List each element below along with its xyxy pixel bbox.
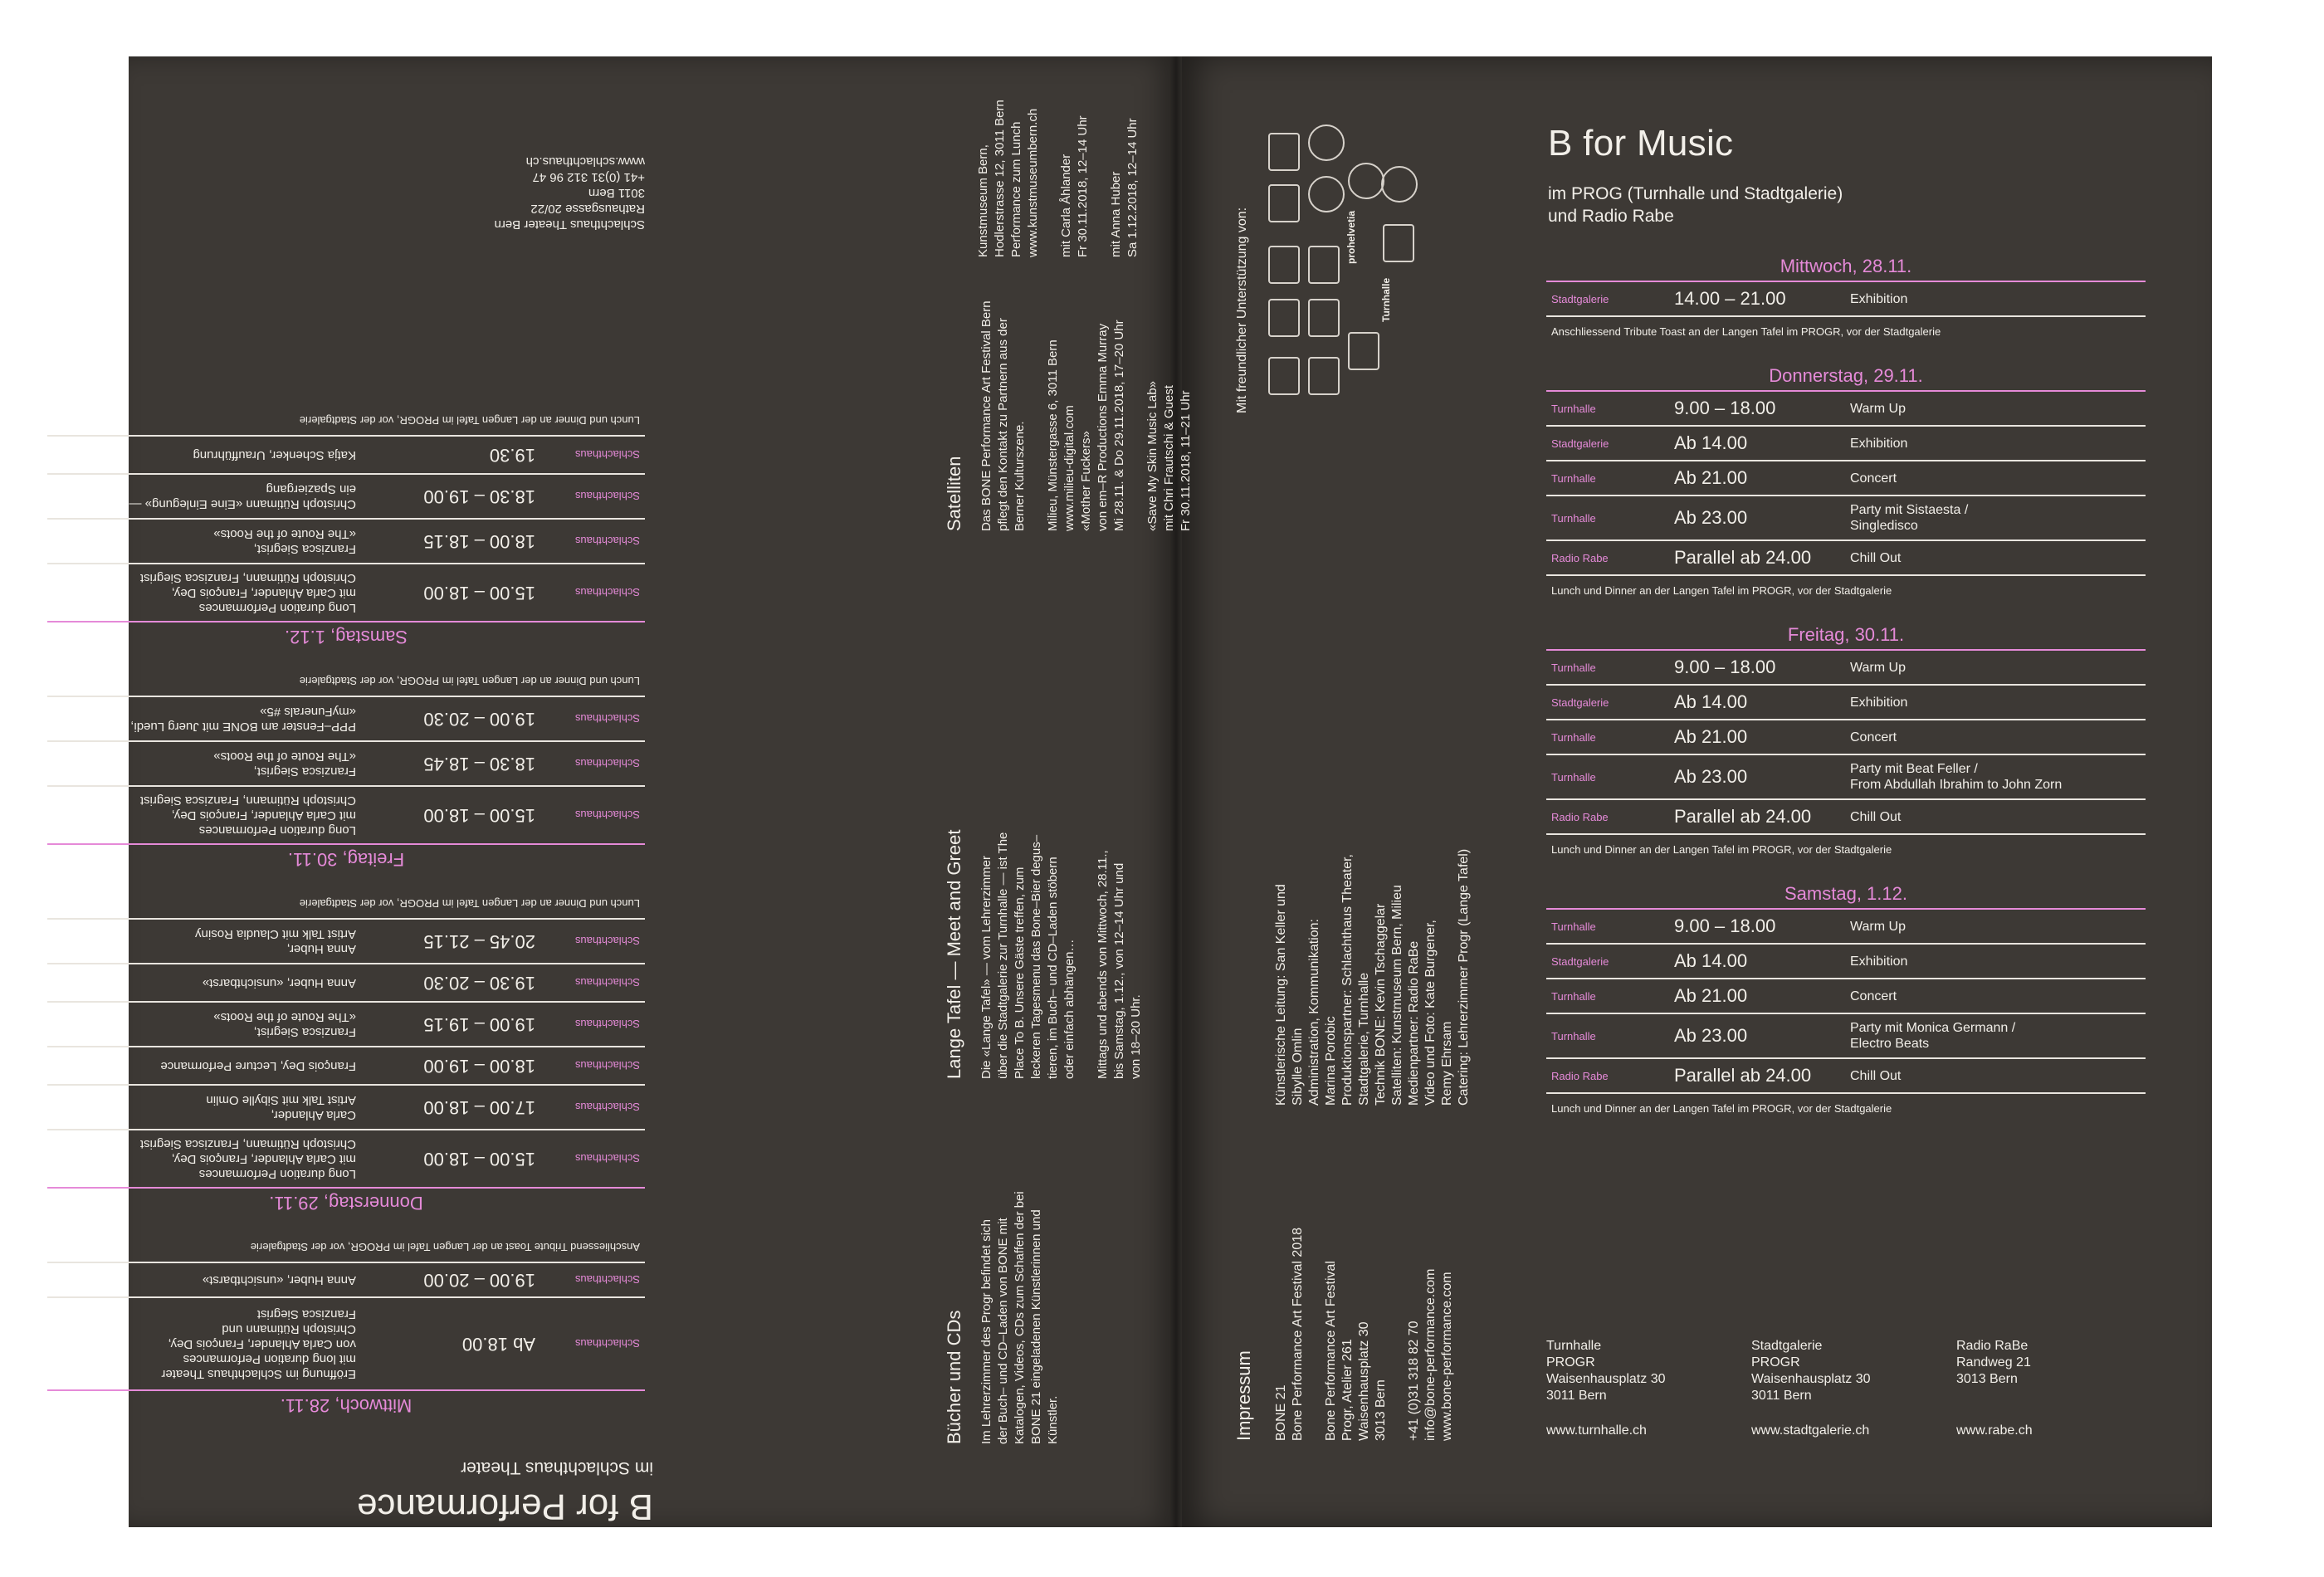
event-label: Anna Huber, «unsichtbarst» [202, 976, 356, 990]
table-row [47, 696, 645, 740]
day-note: Anschliessend Tribute Toast an der Langen Tafel im PROGR, vor der Stadtgalerie [250, 1241, 640, 1253]
time-label: 9.00 – 18.00 [1674, 915, 1776, 936]
table-row [47, 473, 645, 518]
venue-label: Stadtgalerie [1551, 437, 1609, 450]
venue-label: Turnhalle [1551, 730, 1596, 744]
time-label: Ab 14.00 [1674, 950, 1748, 971]
event-label: Anna Huber, «unsichtbarst» [202, 1273, 356, 1287]
time-label: 18.30 – 19.00 [423, 486, 535, 507]
venue-label: Schlachthaus [574, 757, 640, 770]
event-label: Christoph Rütimann «Eine Einlegung» — ein Spaziergang [129, 482, 356, 511]
venue-label: Schlachthaus [574, 1337, 640, 1350]
sponsor-logo [1308, 357, 1340, 395]
venue-label: Schlachthaus [574, 1101, 640, 1114]
day-note: Lunch und Dinner an der Langen Tafel im PROGR, vor der Stadtgalerie [299, 414, 640, 427]
event-label: PPP–Fenster am BONE mit Juerg Luedi, «myFunerals #5» [130, 705, 356, 734]
sponsor-logo [1308, 124, 1345, 161]
day-heading: Mittwoch, 28.11. [1546, 252, 2146, 282]
time-label: 19.30 – 20.30 [423, 973, 535, 994]
venue-label: Turnhalle [1551, 1029, 1596, 1042]
sponsor-logo [1268, 184, 1300, 222]
day-note: Lunch und Dinner an der Langen Tafel im PROGR, vor der Stadtgalerie [1551, 1102, 1892, 1115]
venue-label: Schlachthaus [574, 535, 640, 548]
theater-url[interactable]: www.schlachthaus.ch [525, 154, 645, 168]
impressum-text: BONE 21 Bone Performance Art Festival 2018 Bone Performance Art Festival Progr, Atelier 261 Waisenhausplatz 30 3013 Bern +41 (0)31 318 82 70 info@bone-performance.com www.bone-performance.com [1274, 1227, 1454, 1441]
venue-label: Schlachthaus [574, 586, 640, 599]
time-label: Ab 23.00 [1674, 766, 1748, 787]
sponsor-logo [1308, 246, 1340, 284]
table-row [47, 1084, 645, 1129]
table-row [1546, 1014, 2146, 1059]
table-row [1546, 427, 2146, 461]
venue-label: Turnhalle [1551, 989, 1596, 1003]
venue-label: Schlachthaus [574, 976, 640, 989]
table-row [47, 740, 645, 785]
prohelvetia-logo: prohelvetia [1345, 210, 1357, 264]
impressum-heading: Impressum [1233, 1350, 1254, 1441]
venue-label: Stadtgalerie [1551, 954, 1609, 968]
venue-label: Turnhalle [1551, 402, 1596, 415]
page-title: B for Music [1548, 123, 1734, 164]
venue-label: Schlachthaus [574, 448, 640, 461]
event-label: Long duration Performances mit Carla Ahlander, François Dey, Christoph Rütimann, Franzisca Siegrist [139, 793, 356, 837]
venue-url[interactable]: www.rabe.ch [1956, 1423, 2033, 1438]
time-label: 18.00 – 18.15 [423, 531, 535, 552]
event-label: Long duration Performances mit Carla Ahlander, François Dey, Christoph Rütimann, Franzisca Siegrist [139, 571, 356, 615]
performance-subtitle: im Schlachthaus Theater [461, 1458, 653, 1477]
venue-label: Stadtgalerie [1551, 292, 1609, 305]
table-row [47, 435, 645, 473]
time-label: 15.00 – 18.00 [423, 583, 535, 603]
turnhalle-logo: Turnhalle [1380, 277, 1392, 322]
table-row [47, 1296, 645, 1389]
time-label: 15.00 – 18.00 [423, 1149, 535, 1169]
event-label: Exhibition [1850, 291, 1908, 306]
table-row [47, 1046, 645, 1084]
event-label: Concert [1850, 989, 1897, 1003]
event-label: Party mit Beat Feller / From Abdullah Ibrahim to John Zorn [1850, 762, 2063, 792]
venue-label: Schlachthaus [574, 1152, 640, 1165]
venue-label: Turnhalle [1551, 770, 1596, 784]
time-label: Parallel ab 24.00 [1674, 547, 1812, 568]
event-label: Warm Up [1850, 660, 1906, 675]
sponsor-logo [1381, 166, 1418, 203]
table-row [47, 918, 645, 963]
lange-tafel-section: Lange Tafel — Meet and Greet Die «Lange Tafel» — vom Lehrerzimmer über die Stadtgalerie zur Turnhalle — ist The Place To B. Unsere Gäste treffen, zum leckeren Tagesmenu das Bone–Bier degus– tieren, im Buch– und CD–Laden stöbern oder einfach abhängen… Mittags und abends von Mittwoch, 28.11., bis Samstag, 1.12., von 12–14 Uhr und von 18–20 Uhr. [944, 829, 1143, 1079]
time-label: 9.00 – 18.00 [1674, 398, 1776, 418]
event-label: Franzisca Siegrist, «The Route of the Roots» [213, 527, 356, 556]
table-row [1546, 392, 2146, 427]
sponsor-logo [1308, 299, 1340, 337]
event-label: Katja Schenker, Uraufführung [193, 448, 356, 462]
venue-label: Turnhalle [1551, 920, 1596, 933]
satelliten-heading: Satelliten [944, 456, 964, 531]
sponsor-logo [1348, 332, 1379, 370]
table-row [1546, 496, 2146, 541]
left-page-content [129, 56, 1193, 1527]
theater-contact: Schlachthaus Theater Bern Rathausgasse 20/22 3011 Bern +41 (0)31 312 96 47 www.schlachthaus.ch [494, 154, 645, 232]
time-label: Ab 14.00 [1674, 691, 1748, 712]
venue-label: Turnhalle [1551, 661, 1596, 674]
sponsor-logo [1268, 299, 1300, 337]
venue-address-turnhalle: Turnhalle PROGR Waisenhausplatz 30 3011 Bern www.turnhalle.ch [1546, 1339, 1666, 1438]
sponsor-logo [1308, 176, 1345, 212]
day-heading: Freitag, 30.11. [47, 843, 645, 873]
time-label: 19.00 – 19.15 [423, 1014, 535, 1035]
day-note: Lunch und Dinner an der Langen Tafel im PROGR, vor der Stadtgalerie [299, 675, 640, 687]
event-label: Eröffnung im Schlachthaus Theater mit long duration Performances von Carla Ahlander, François Dey, Christoph Rütimann und Franzisca Siegrist [161, 1307, 356, 1381]
event-label: Carla Ahlander, Artist Talk mit Sibylle Omlin [206, 1093, 356, 1122]
venue-label: Radio Rabe [1551, 551, 1609, 564]
satelliten-kunstmuseum: Kunstmuseum Bern, Hodlerstrasse 12, 3011 Bern Performance zum Lunch www.kunstmuseumbern.ch mit Carla Åhlander Fr 30.11.2018, 12–14 Uhr mit Anna Huber Sa 1.12.2018, 12–14 Uhr [976, 100, 1140, 257]
table-row [1546, 720, 2146, 755]
table-row [1546, 1059, 2146, 1094]
venue-label: Schlachthaus [574, 808, 640, 822]
table-row [1546, 461, 2146, 496]
day-heading: Samstag, 1.12. [47, 621, 645, 651]
sponsors-heading: Mit freundlicher Unterstützung von: [1235, 207, 1249, 413]
venue-label: Turnhalle [1551, 471, 1596, 485]
table-row [47, 1129, 645, 1187]
venue-label: Radio Rabe [1551, 1069, 1609, 1082]
event-label: Franzisca Siegrist, «The Route of the Roots» [213, 1010, 356, 1039]
event-label: Warm Up [1850, 401, 1906, 416]
venue-url[interactable]: www.turnhalle.ch [1546, 1423, 1647, 1438]
event-label: Exhibition [1850, 954, 1908, 969]
time-label: Ab 21.00 [1674, 985, 1748, 1006]
event-label: Franzisca Siegrist, «The Route of the Roots» [213, 749, 356, 779]
table-row [47, 1001, 645, 1046]
event-label: Chill Out [1850, 809, 1902, 824]
table-row [1546, 282, 2146, 317]
venue-label: Radio Rabe [1551, 810, 1609, 823]
time-label: 20.45 – 21.15 [423, 931, 535, 952]
time-label: Ab 23.00 [1674, 507, 1748, 528]
day-heading: Mittwoch, 28.11. [47, 1389, 645, 1419]
time-label: 19.30 [489, 445, 535, 466]
day-heading: Donnerstag, 29.11. [47, 1187, 645, 1217]
day-note: Lunch und Dinner an der Langen Tafel im PROGR, vor der Stadtgalerie [299, 897, 640, 910]
event-label: Exhibition [1850, 695, 1908, 710]
venue-label: Schlachthaus [574, 712, 640, 725]
event-label: Warm Up [1850, 919, 1906, 934]
day-heading: Samstag, 1.12. [1546, 880, 2146, 910]
day-note: Lunch und Dinner an der Langen Tafel im PROGR, vor der Stadtgalerie [1551, 843, 1892, 856]
table-row [1546, 755, 2146, 800]
event-label: Concert [1850, 471, 1897, 486]
table-row [47, 785, 645, 843]
table-row [1546, 800, 2146, 835]
page-subtitle: im PROG (Turnhalle und Stadtgalerie) und Radio Rabe [1548, 184, 1843, 226]
performance-title: B for Performance [356, 1487, 653, 1527]
time-label: 18.30 – 18.45 [423, 754, 535, 774]
day-note: Lunch und Dinner an der Langen Tafel im PROGR, vor der Stadtgalerie [1551, 584, 1892, 597]
buecher-heading: Bücher und CDs [944, 1310, 964, 1444]
event-label: Chill Out [1850, 1068, 1902, 1083]
sponsor-logo [1268, 133, 1300, 171]
performance-schedule [47, 402, 645, 1419]
time-label: Ab 14.00 [1674, 432, 1748, 453]
event-label: Long duration Performances mit Carla Ahlander, François Dey, Christoph Rütimann, Franzisca Siegrist [139, 1137, 356, 1181]
satelliten-section: Satelliten Das BONE Performance Art Festival Bern pflegt den Kontakt zu Partnern aus der Berner Kulturszene. Milieu, Münstergasse 6, 3011 Bern www.milieu-digital.com «Mother Fuckers» von em–R Productions Emma Murray Mi 28.11. & Do 29.11.2018, 17–20 Uhr «Save My Skin Music Lab» mit Chri Frautschi & Guest Fr 30.11.2018, 11–21 Uhr [944, 300, 1193, 531]
table-row [1546, 910, 2146, 945]
event-label: Party mit Sistaesta / Singledisco [1850, 503, 1969, 533]
event-label: Exhibition [1850, 436, 1908, 451]
event-label: Chill Out [1850, 550, 1902, 565]
buecher-section: Bücher und CDs Im Lehrerzimmer des Progr befindet sich der Buch– und CD–Laden von BONE mit Katalogen, Videos, CDs zum Schaffen der bei BONE 21 eingeladenen Künstlerinnen und Künstler. [944, 1191, 1060, 1444]
event-label: Party mit Monica Germann / Electro Beats [1850, 1021, 2016, 1051]
venue-label: Schlachthaus [574, 935, 640, 948]
time-label: 9.00 – 18.00 [1674, 657, 1776, 677]
event-label: François Dey, Lecture Performance [160, 1059, 356, 1073]
lange-tafel-heading: Lange Tafel — Meet and Greet [944, 829, 964, 1079]
venue-label: Schlachthaus [574, 1018, 640, 1031]
time-label: Parallel ab 24.00 [1674, 1065, 1812, 1086]
time-label: 19.00 – 20.30 [423, 709, 535, 730]
time-label: 19.00 – 20.00 [423, 1270, 535, 1291]
table-row [1546, 979, 2146, 1014]
time-label: Ab 18.00 [461, 1334, 535, 1355]
venue-address-stadtgalerie: Stadtgalerie PROGR Waisenhausplatz 30 3011 Bern www.stadtgalerie.ch [1751, 1339, 1871, 1438]
time-label: Ab 21.00 [1674, 726, 1748, 747]
sponsor-logo [1268, 357, 1300, 395]
table-row [47, 963, 645, 1001]
time-label: Ab 21.00 [1674, 467, 1748, 488]
sponsor-logo [1383, 224, 1414, 262]
team-credits: Künstlerische Leitung: San Keller und Sibylle Omlin Administration, Kommunikation: Marina Porobic Produktionspartner: Schlachthaus Theater, Stadtgalerie, Turnhalle Technik BONE: Kevin Tschaggelar Satelliten: Kunstmuseum Bern, Milieu Medienpartner: Radio RaBe Video und Foto: Kate Burgener, Remy Ehrsam Catering: Lehrerzimmer Progr (Lange Tafel) [1274, 848, 1471, 1106]
time-label: 14.00 – 21.00 [1674, 288, 1786, 309]
time-label: 18.00 – 19.00 [423, 1056, 535, 1077]
time-label: 17.00 – 18.00 [423, 1097, 535, 1118]
day-note: Anschliessend Tribute Toast an der Langen Tafel im PROGR, vor der Stadtgalerie [1551, 325, 1941, 338]
table-row [47, 518, 645, 563]
day-heading: Freitag, 30.11. [1546, 621, 2146, 651]
sponsor-logo [1268, 246, 1300, 284]
venue-label: Schlachthaus [574, 490, 640, 503]
day-heading: Donnerstag, 29.11. [1546, 362, 2146, 392]
table-row [47, 563, 645, 621]
table-row [1546, 686, 2146, 720]
venue-url[interactable]: www.stadtgalerie.ch [1751, 1423, 1870, 1438]
venue-label: Schlachthaus [574, 1059, 640, 1072]
table-row [47, 1262, 645, 1296]
table-row [1546, 945, 2146, 979]
venue-label: Turnhalle [1551, 511, 1596, 525]
time-label: 15.00 – 18.00 [423, 805, 535, 826]
time-label: Ab 23.00 [1674, 1025, 1748, 1046]
sponsor-logo [1348, 163, 1384, 199]
table-row [1546, 541, 2146, 576]
time-label: Parallel ab 24.00 [1674, 806, 1812, 827]
event-label: Concert [1850, 730, 1897, 745]
venue-address-rabe: Radio RaBe Randweg 21 3013 Bern www.rabe.ch [1956, 1339, 2033, 1438]
event-label: Anna Huber, Artist Talk mit Claudia Rosiny [195, 927, 356, 956]
venue-label: Schlachthaus [574, 1273, 640, 1286]
music-schedule [1546, 252, 2146, 1127]
table-row [1546, 651, 2146, 686]
venue-label: Stadtgalerie [1551, 696, 1609, 709]
